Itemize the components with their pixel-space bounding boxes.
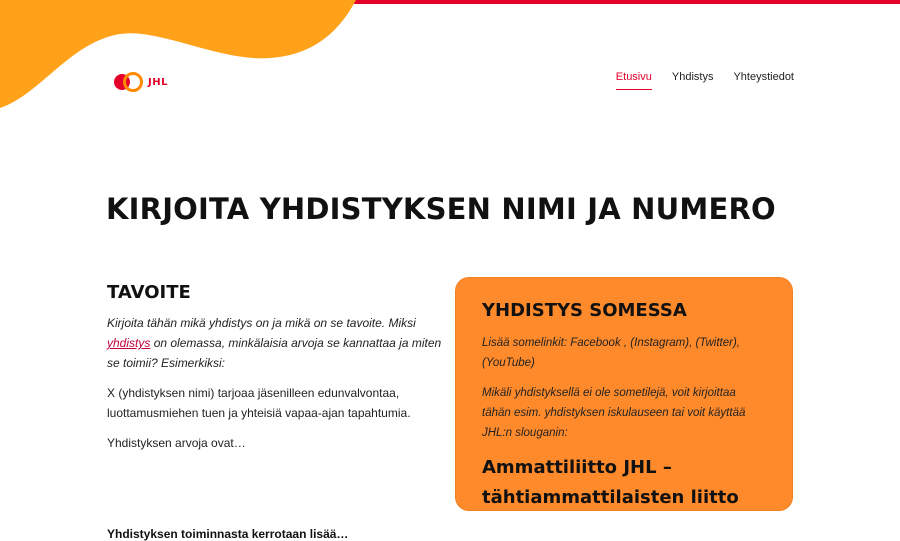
tavoite-heading: TAVOITE	[107, 282, 191, 303]
somessa-info-text: Mikäli yhdistyksellä ei ole sometilejä, voit kirjoittaa tähän esim. yhdistyksen iskulauseen tai voit käyttää JHL:n slouganin:	[482, 387, 746, 439]
somessa-links-text: Lisää somelinkit: Facebook , (Instagram), (Twitter), (YouTube)	[482, 337, 740, 369]
somessa-card	[455, 277, 793, 511]
somessa-heading: YHDISTYS SOMESSA	[482, 300, 687, 321]
tavoite-section	[107, 282, 447, 463]
page-title: KIRJOITA YHDISTYKSEN NIMI JA NUMERO	[106, 192, 776, 226]
nav-item-etusivu[interactable]: Etusivu	[616, 71, 652, 90]
logo-circles-icon	[112, 70, 146, 94]
jhl-slogan: Ammattiliitto JHL – tähtiammattilaisten liitto	[482, 457, 739, 508]
tavoite-paragraph-3: Yhdistyksen arvoja ovat…	[107, 436, 246, 450]
tavoite-intro-text-end: on olemassa, minkälaisia arvoja se kannattaa ja miten se toimii? Esimerkiksi:	[107, 336, 442, 370]
nav-item-yhteystiedot[interactable]: Yhteystiedot	[733, 71, 794, 83]
logo-text: JHL	[148, 76, 168, 88]
main-navigation	[616, 71, 794, 90]
tavoite-intro-text: Kirjoita tähän mikä yhdistys on ja mikä on se tavoite. Miksi	[107, 316, 416, 330]
cut-off-subheading: Yhdistyksen toiminnasta kerrotaan lisää…	[107, 527, 349, 541]
jhl-logo[interactable]	[112, 70, 168, 94]
tavoite-intro	[107, 313, 447, 373]
header-wave-decoration	[0, 0, 360, 110]
nav-item-yhdistys[interactable]: Yhdistys	[671, 71, 714, 83]
tavoite-paragraph-2: X (yhdistyksen nimi) tarjoaa jäsenilleen edunvalvontaa, luottamusmiehen tuen ja yhteisiä vapaa-ajan tapahtumia.	[107, 386, 411, 420]
yhdistys-link[interactable]: yhdistys	[107, 336, 151, 350]
